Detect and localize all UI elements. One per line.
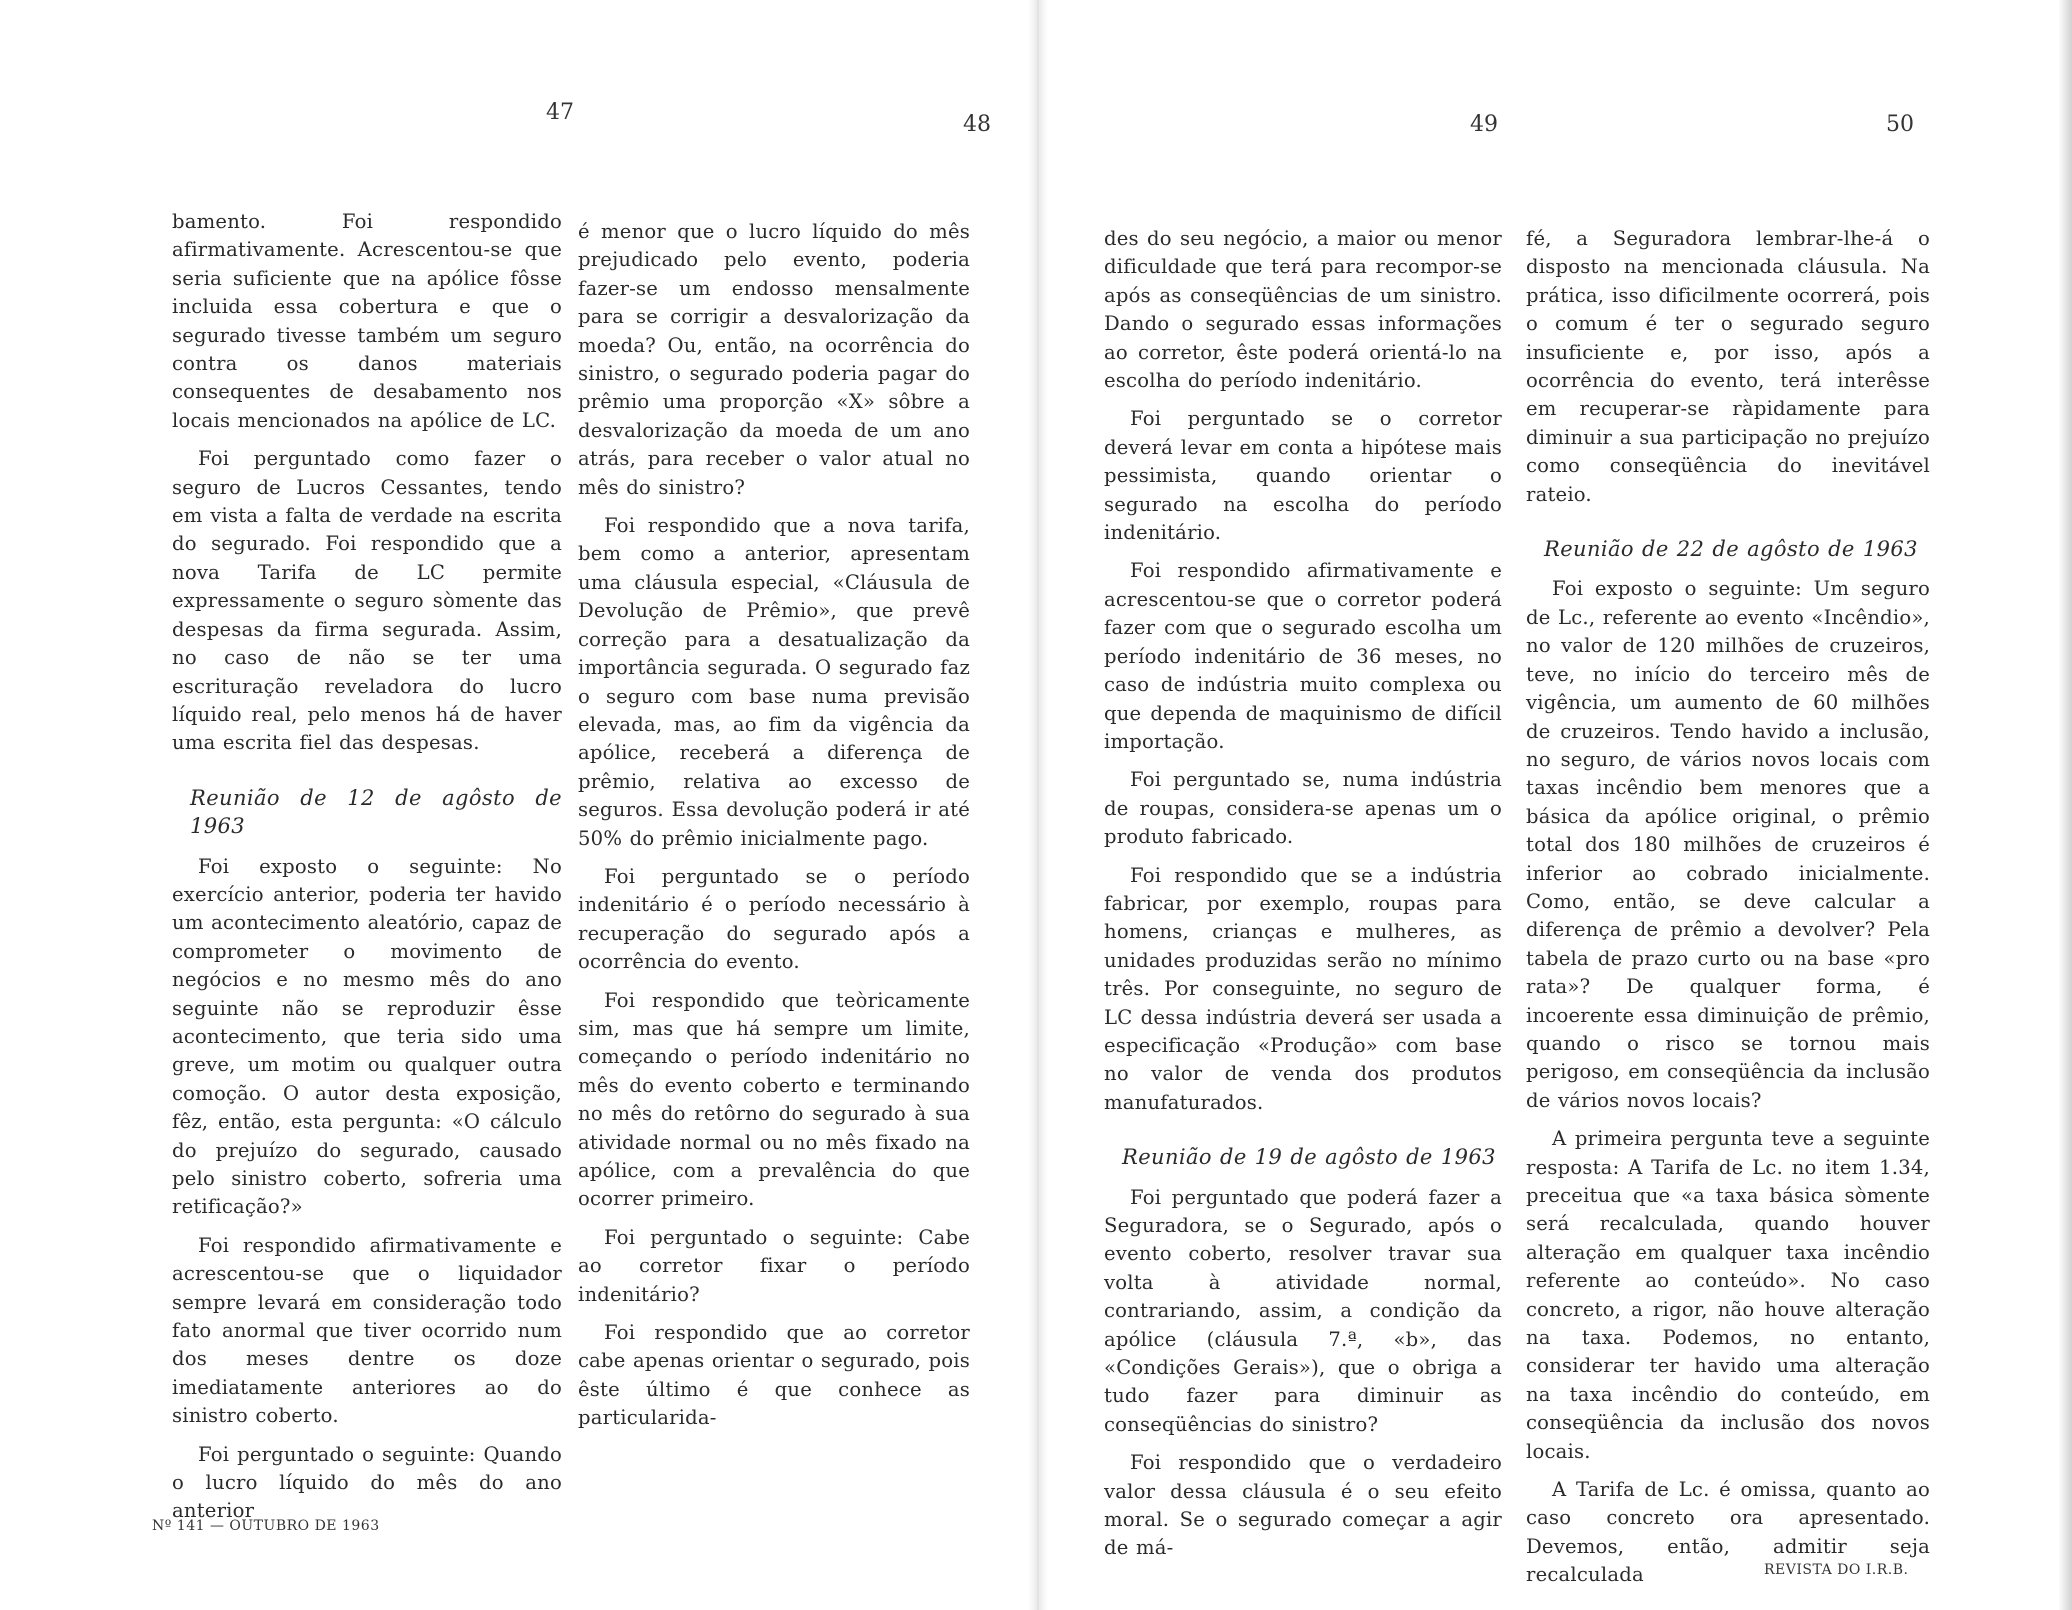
page-number-49: 49: [1470, 112, 1498, 137]
paragraph: Foi perguntado que poderá fazer a Seguradora, se o Segurado, após o evento coberto, resolver travar sua volta à atividade normal, contrariando, assim, a condição da apólice (cláusula 7.ª, «b», das «Condições Gerais»), que o obriga a tudo fazer para diminuir as conseqüências do sinistro?: [1104, 1185, 1502, 1436]
paragraph: Foi perguntado como fazer o seguro de Lucros Cessantes, tendo em vista a falta de verdade na escrita do segurado. Foi respondido que a nova Tarifa de LC permite expressamente o seguro sòmente das despesas da firma segurada. Assim, no caso de não se ter uma escrituração reveladora do lucro líquido real, pelo menos há de haver uma escrita fiel das despesas.: [172, 447, 562, 755]
paragraph: Foi perguntado o seguinte: Quando o lucro líquido do mês do ano anterior: [172, 1442, 562, 1523]
paragraph: Foi exposto o seguinte: No exercício anterior, poderia ter havido um acontecimento aleatório, capaz de comprometer o movimento de negócios e no mesmo mês do ano seguinte não se reproduzir êsse acontecimento, que teria sido uma greve, um motim ou qualquer outra comoção. O autor desta exposição, fêz, então, esta pergunta: «O cálculo do prejuízo do segurado, causado pelo sinistro coberto, sofreria uma retificação?»: [172, 854, 562, 1219]
page-50-column: [1526, 225, 1930, 1600]
section-heading: Reunião de 22 de agôsto de 1963: [1544, 537, 1918, 562]
paragraph: bamento. Foi respondido afirmativamente. Acrescentou-se que seria suficiente que na apólice fôsse incluida essa cobertura e que o segurado tivesse também um seguro contra os danos materiais consequentes de desabamento nos locais mencionados na apólice de LC.: [172, 210, 562, 432]
page-edge-shadow: [2058, 0, 2072, 1610]
section-heading: Reunião de 19 de agôsto de 1963: [1122, 1145, 1496, 1170]
page-number-47: 47: [546, 100, 574, 125]
paragraph: Foi respondido que teòricamente sim, mas que há sempre um limite, começando o período indenitário no mês do evento coberto e terminando no mês do retôrno do segurado à sua atividade normal ou no mês fixado na apólice, com a prevalência do que ocorrer primeiro.: [578, 988, 970, 1211]
paragraph: Foi exposto o seguinte: Um seguro de Lc., referente ao evento «Incêndio», no valor de 120 milhões de cruzeiros, teve, no início do terceiro mês de vigência, um aumento de 60 milhões de cruzeiros. Tendo havido a inclusão, no seguro, de vários novos locais com taxas incêndio bem menores que a básica da apólice original, o prêmio total dos 180 milhões de cruzeiros é inferior ao cobrado inicialmente. Como, então, se deve calcular a diferença de prêmio a devolver? Pela tabela de prazo curto ou na base «pro rata»? De qualquer forma, é incoerente essa diminuição de prêmio, quando o risco se tornou mais perigoso, em conseqüência da inclusão de vários novos locais?: [1526, 577, 1930, 1112]
section-heading: Reunião de 12 de agôsto de 1963: [190, 785, 562, 839]
paragraph: Foi perguntado se, numa indústria de roupas, considera-se apenas um o produto fabricado.: [1104, 768, 1502, 849]
paragraph: Foi perguntado o seguinte: Cabe ao corretor fixar o período indenitário?: [578, 1225, 970, 1306]
paragraph: des do seu negócio, a maior ou menor dificuldade que terá para recompor-se após as conseqüências de um sinistro. Dando o segurado essas informações ao corretor, êste poderá orientá-lo na escolha do período indenitário.: [1104, 227, 1502, 393]
book-gutter-shadow: [1028, 0, 1048, 1610]
paragraph: Foi respondido que ao corretor cabe apenas orientar o segurado, pois êste último é que conhece as particularida-: [578, 1321, 970, 1430]
page-47-column: [172, 208, 562, 1536]
paragraph: é menor que o lucro líquido do mês prejudicado pelo evento, poderia fazer-se um endosso mensalmente para se corrigir a desvalorização da moeda? Ou, então, na ocorrência do sinistro, o segurado poderia pagar do prêmio uma proporção «X» sôbre a desvalorização da moeda de um ano atrás, para receber o valor atual no mês do sinistro?: [578, 220, 970, 499]
footer-issue: Nº 141 — OUTUBRO DE 1963: [152, 1518, 380, 1534]
page-49-column: [1104, 225, 1502, 1573]
footer-journal: REVISTA DO I.R.B.: [1764, 1562, 1909, 1578]
paragraph: Foi perguntado se o corretor deverá levar em conta a hipótese mais pessimista, quando orientar o segurado na escolha do período indenitário.: [1104, 407, 1502, 545]
paragraph: Foi respondido que a nova tarifa, bem como a anterior, apresentam uma cláusula especial, «Cláusula de Devolução de Prêmio», que prevê correção para a desatualização da importância segurada. O segurado faz o seguro com base numa previsão elevada, mas, ao fim da vigência da apólice, receberá a diferença de prêmio, relativa ao excesso de seguros. Essa devolução poderá ir até 50% do prêmio inicialmente pago.: [578, 514, 970, 850]
paragraph: Foi respondido que o verdadeiro valor dessa cláusula é o seu efeito moral. Se o segurado começar a agir de má-: [1104, 1451, 1502, 1560]
page-number-50: 50: [1886, 112, 1914, 137]
paragraph: Foi respondido afirmativamente e acrescentou-se que o corretor poderá fazer com que o segurado escolha um período indenitário de 36 meses, no caso de indústria muito complexa ou que dependa de maquinismo de difícil importação.: [1104, 559, 1502, 753]
paragraph: Foi respondido afirmativamente e acrescentou-se que o liquidador sempre levará em consideração todo fato anormal que tiver ocorrido num dos meses dentre os doze imediatamente anteriores ao do sinistro coberto.: [172, 1233, 562, 1428]
paragraph: Foi respondido que se a indústria fabricar, por exemplo, roupas para homens, crianças e mulheres, as unidades produzidas serão no mínimo três. Por conseguinte, no seguro de LC dessa indústria deverá ser usada a especificação «Produção» com base no valor de venda dos produtos manufaturados.: [1104, 863, 1502, 1114]
page-48-column: [578, 218, 970, 1443]
paragraph: A primeira pergunta teve a seguinte resposta: A Tarifa de Lc. no item 1.34, preceitua que «a taxa básica sòmente será recalculada, quando houver alteração em qualquer taxa incêndio referente ao conteúdo». No caso concreto, a rigor, não houve alteração na taxa. Podemos, no entanto, considerar ter havido uma alteração na taxa incêndio do conteúdo, em conseqüência da inclusão dos novos locais.: [1526, 1127, 1930, 1463]
page-number-48: 48: [963, 112, 991, 137]
paragraph: Foi perguntado se o período indenitário é o período necessário à recuperação do segurado após a ocorrência do evento.: [578, 864, 970, 974]
paragraph: fé, a Seguradora lembrar-lhe-á o disposto na mencionada cláusula. Na prática, isso dificilmente ocorrerá, pois o comum é ter o segurado seguro insuficiente e, por isso, após a ocorrência do evento, terá interêsse em recuperar-se ràpidamente para diminuir a sua participação no prejuízo como conseqüência do inevitável rateio.: [1526, 227, 1930, 506]
paragraph: A Tarifa de Lc. é omissa, quanto ao caso concreto ora apresentado. Devemos, então, admitir seja recalculada: [1526, 1478, 1930, 1587]
